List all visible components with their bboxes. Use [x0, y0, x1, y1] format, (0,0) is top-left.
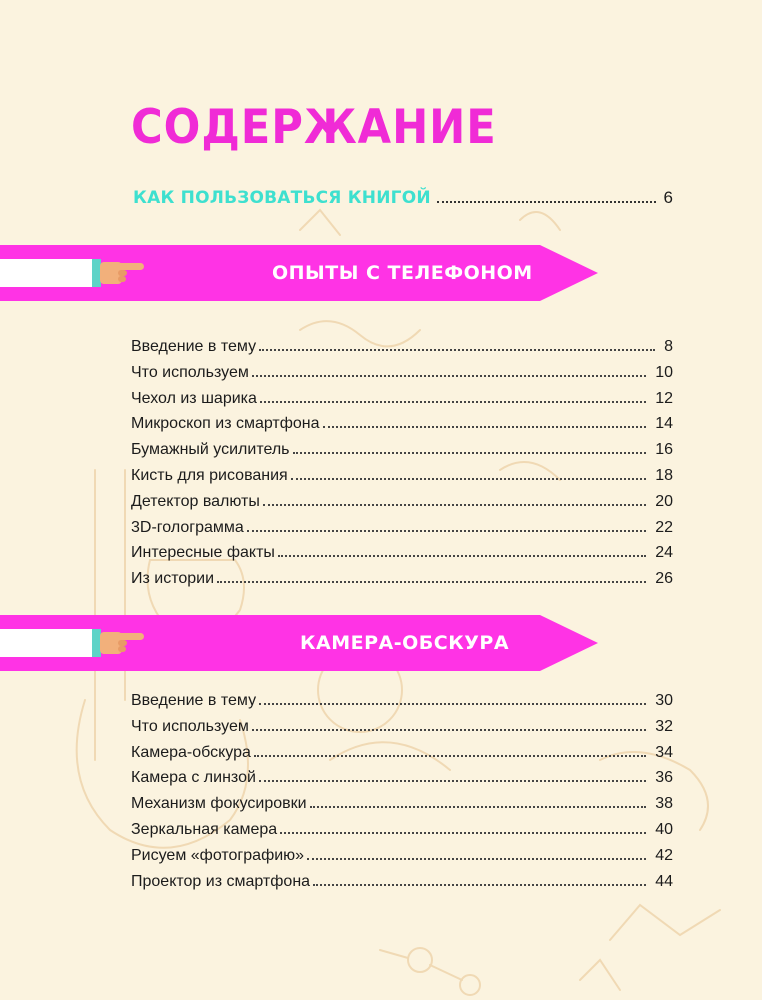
toc-item-label: Что используем — [131, 717, 249, 735]
toc-list-phone-experiments — [131, 338, 673, 596]
page-number: 34 — [655, 743, 673, 761]
toc-row[interactable] — [131, 795, 673, 821]
toc-item-label: 3D-голограмма — [131, 518, 244, 536]
dot-leader — [313, 884, 646, 886]
page-number: 30 — [655, 692, 673, 709]
toc-row[interactable] — [131, 744, 673, 770]
toc-item-label: Интересные факты — [131, 544, 275, 562]
toc-item-label: Микроскоп из смартфона — [131, 415, 320, 433]
page-number: 36 — [655, 769, 673, 787]
toc-row[interactable] — [131, 390, 673, 416]
toc-item-label: Рисуем «фотографию» — [131, 846, 305, 864]
dot-leader — [291, 478, 646, 480]
dot-leader — [310, 806, 647, 808]
toc-item-label: Детектор валюты — [131, 492, 260, 510]
page-number: 20 — [655, 492, 673, 510]
howto-label: КАК ПОЛЬЗОВАТЬСЯ КНИГОЙ — [133, 188, 431, 208]
page-number: 16 — [655, 441, 673, 459]
toc-row[interactable] — [131, 338, 673, 364]
page-number: 12 — [655, 389, 673, 407]
page-number: 22 — [655, 518, 673, 536]
toc-row[interactable] — [131, 873, 673, 899]
toc-row[interactable] — [131, 467, 673, 493]
pointing-hand-icon — [100, 629, 146, 657]
section-banner-phone-experiments — [0, 245, 598, 301]
toc-row[interactable] — [131, 718, 673, 744]
dot-leader — [217, 581, 646, 583]
page-number: 8 — [664, 338, 673, 355]
page-number: 14 — [655, 415, 673, 433]
dot-leader — [259, 780, 646, 782]
page-number: 26 — [655, 570, 673, 588]
toc-row[interactable] — [131, 570, 673, 596]
toc-item-label: Кисть для рисования — [131, 466, 288, 484]
page-number: 32 — [655, 717, 673, 735]
page-number: 10 — [655, 363, 673, 381]
toc-item-label: Камера-обскура — [131, 743, 251, 761]
toc-item-label: Механизм фокусировки — [131, 795, 307, 813]
toc-item-label: Введение в тему — [131, 692, 257, 709]
toc-item-label: Из истории — [131, 570, 215, 588]
toc-howto-entry[interactable] — [133, 188, 673, 214]
toc-row[interactable] — [131, 519, 673, 545]
toc-row[interactable] — [131, 544, 673, 570]
pointing-hand-icon — [100, 259, 146, 287]
page-title: СОДЕРЖАНИЕ — [131, 100, 497, 155]
toc-row[interactable] — [131, 692, 673, 718]
page-number: 6 — [663, 188, 673, 207]
dot-leader — [259, 349, 655, 351]
dot-leader — [259, 703, 646, 705]
dot-leader — [307, 858, 646, 860]
toc-row[interactable] — [131, 493, 673, 519]
page-number: 18 — [655, 466, 673, 484]
toc-row[interactable] — [131, 769, 673, 795]
toc-row[interactable] — [131, 847, 673, 873]
dot-leader — [252, 375, 646, 377]
toc-row[interactable] — [131, 415, 673, 441]
dot-leader — [278, 555, 646, 557]
toc-item-label: Что используем — [131, 363, 249, 381]
page-number: 40 — [655, 820, 673, 838]
toc-item-label: Введение в тему — [131, 338, 257, 355]
dot-leader — [293, 452, 647, 454]
toc-row[interactable] — [131, 441, 673, 467]
dot-leader — [263, 504, 646, 506]
section-banner-camera-obscura — [0, 615, 598, 671]
section-title: ОПЫТЫ С ТЕЛЕФОНОМ — [272, 262, 533, 284]
toc-item-label: Проектор из смартфона — [131, 872, 311, 890]
dot-leader — [437, 201, 656, 203]
toc-list-camera-obscura — [131, 692, 673, 898]
toc-item-label: Зеркальная камера — [131, 820, 278, 838]
page-number: 42 — [655, 846, 673, 864]
dot-leader — [247, 530, 646, 532]
dot-leader — [252, 729, 646, 731]
dot-leader — [323, 426, 647, 428]
dot-leader — [254, 755, 646, 757]
toc-item-label: Бумажный усилитель — [131, 441, 290, 459]
toc-row[interactable] — [131, 821, 673, 847]
page-number: 44 — [655, 872, 673, 890]
toc-item-label: Камера с линзой — [131, 769, 256, 787]
page-number: 38 — [655, 795, 673, 813]
page-number: 24 — [655, 544, 673, 562]
dot-leader — [280, 832, 646, 834]
section-title: КАМЕРА-ОБСКУРА — [300, 632, 510, 654]
dot-leader — [260, 401, 646, 403]
toc-item-label: Чехол из шарика — [131, 389, 257, 407]
toc-row[interactable] — [131, 364, 673, 390]
